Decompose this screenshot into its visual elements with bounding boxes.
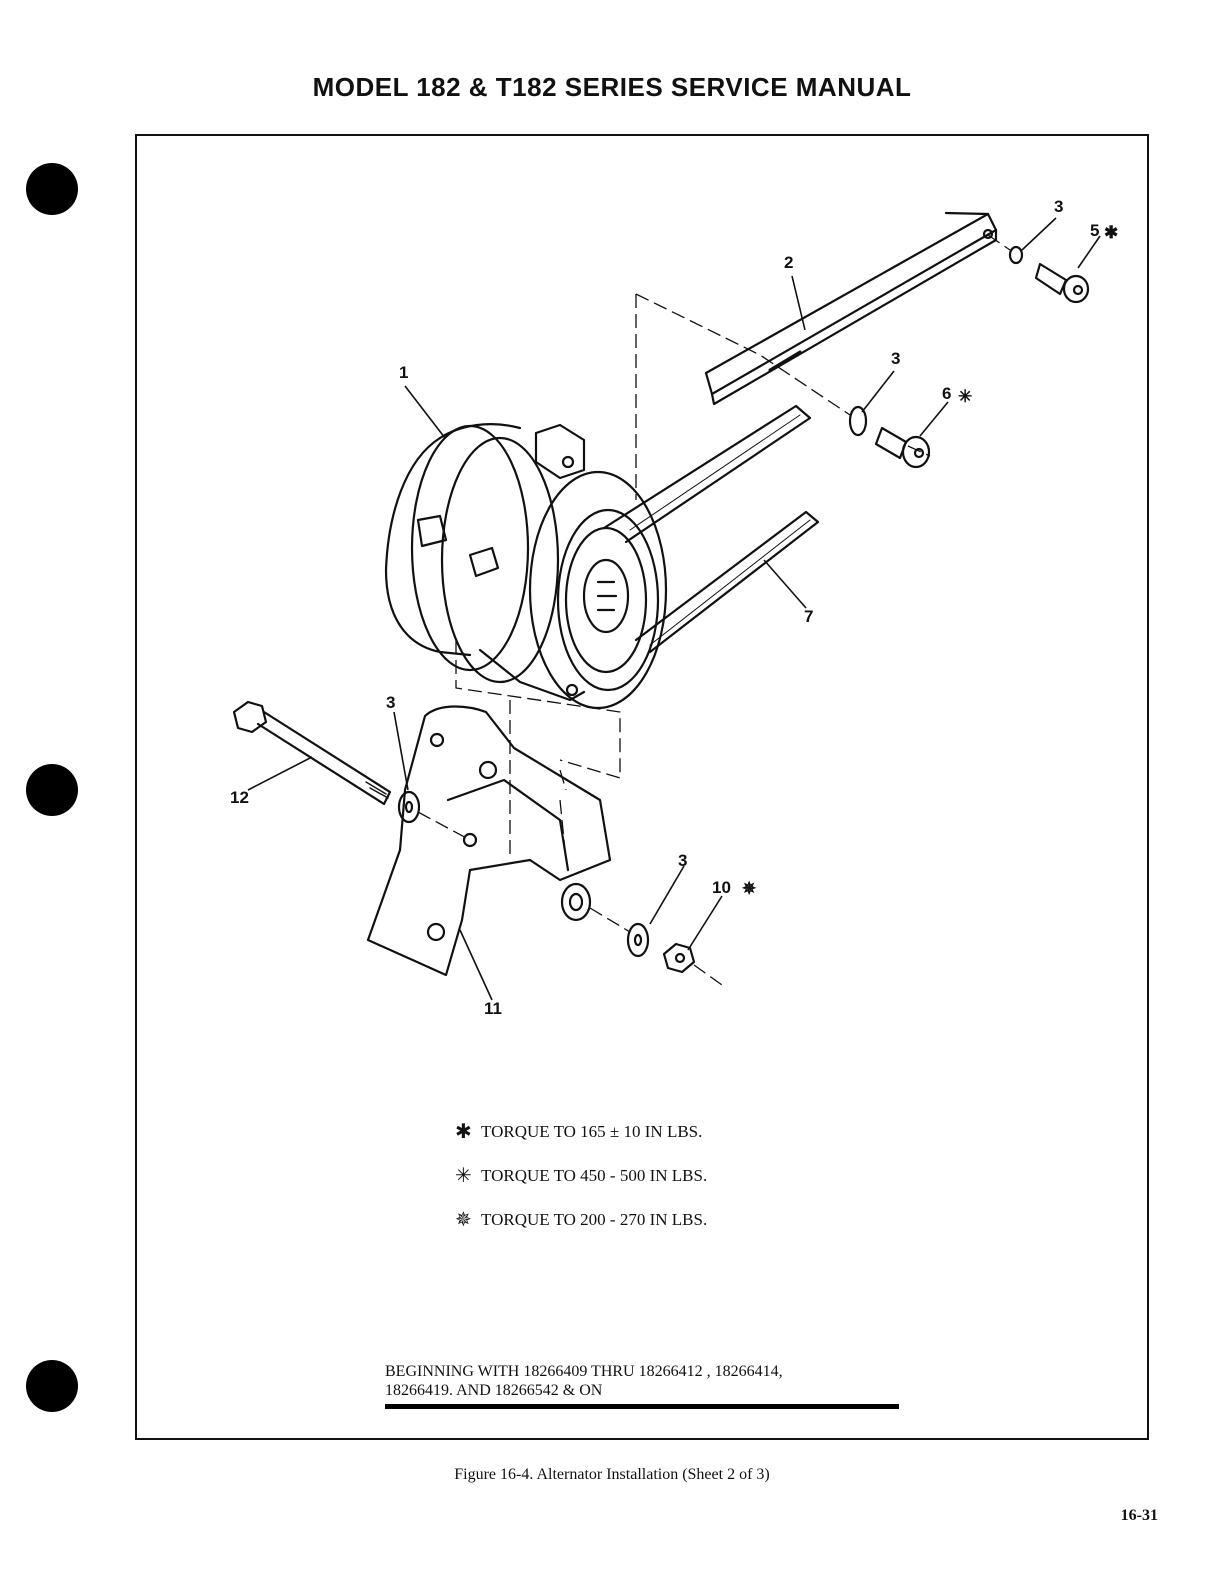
torque-note-mark: ✵ xyxy=(455,1209,472,1231)
callout-10: 10 xyxy=(712,878,731,897)
torque-note xyxy=(455,1122,707,1166)
callout-7: 7 xyxy=(804,607,814,626)
bracket-bushing-hole xyxy=(570,894,582,910)
pulley-nut xyxy=(598,582,616,610)
torque-note xyxy=(455,1166,707,1210)
callout-3-top: 3 xyxy=(1054,197,1064,216)
washer-upper xyxy=(1010,247,1022,263)
alternator-stator xyxy=(442,438,558,682)
callout-3-left: 3 xyxy=(386,693,396,712)
effectivity-line-2: 18266419. AND 18266542 & ON xyxy=(385,1382,603,1399)
alternator-fan xyxy=(558,510,658,690)
phantom-lines xyxy=(418,235,1010,985)
washer-lower-left-hole xyxy=(406,802,412,812)
alternator-housing-rim xyxy=(412,426,528,670)
bracket-hole-top xyxy=(431,734,443,746)
callout-6: 6 xyxy=(942,384,952,403)
page-header: MODEL 182 & T182 SERIES SERVICE MANUAL xyxy=(312,72,912,102)
alternator-top-edge xyxy=(440,424,520,438)
alternator-terminal-2 xyxy=(470,548,498,576)
figure-caption: Figure 16-4. Alternator Installation (Sheet 2 of 3) xyxy=(454,1466,770,1483)
callout-5: 5 xyxy=(1090,221,1100,240)
bracket-inner-edge xyxy=(448,780,568,870)
lower-ear-hole xyxy=(567,685,577,695)
callout-1: 1 xyxy=(399,363,409,382)
torque-note xyxy=(455,1210,707,1254)
torque-note-text: TORQUE TO 450 - 500 IN LBS. xyxy=(481,1166,708,1185)
washer-lower-right xyxy=(628,924,648,956)
pulley xyxy=(566,528,646,672)
torque-note-mark: ✳ xyxy=(455,1165,472,1187)
alternator-rear-housing xyxy=(386,438,470,655)
torque-mark-5: ✱ xyxy=(1104,223,1119,242)
bracket-bushing xyxy=(562,884,590,920)
bracket-hole-bottom xyxy=(428,924,444,940)
drive-belt-upper xyxy=(604,406,810,542)
bolt-5-shank xyxy=(1036,264,1066,294)
torque-notes xyxy=(455,1122,707,1254)
drive-belt-lower xyxy=(636,512,818,652)
callout-12: 12 xyxy=(230,788,249,807)
mounting-bracket xyxy=(368,707,610,976)
alternator-terminal xyxy=(418,516,446,546)
bolt-6-shank xyxy=(876,428,906,458)
through-bolt-head xyxy=(234,702,266,732)
effectivity-line-1: BEGINNING WITH 18266409 THRU 18266412 , 18266414, xyxy=(385,1363,783,1380)
adjusting-arm xyxy=(706,214,996,394)
effectivity-note xyxy=(385,1362,899,1409)
torque-mark-10: ✵ xyxy=(742,879,757,898)
callout-11: 11 xyxy=(484,999,502,1018)
bracket-hole-pivot xyxy=(480,762,496,778)
bolt-5-head-detail xyxy=(1074,286,1082,294)
callout-3-middle: 3 xyxy=(891,349,901,368)
bracket-hole-middle xyxy=(464,834,476,846)
mounting-ear-hole xyxy=(563,457,573,467)
torque-note-text: TORQUE TO 200 - 270 IN LBS. xyxy=(481,1210,708,1229)
leader-lines xyxy=(248,218,1100,1000)
effectivity-underline xyxy=(385,1404,899,1409)
through-bolt-shank xyxy=(258,712,390,804)
bolt-5-head xyxy=(1064,276,1088,302)
callout-2: 2 xyxy=(784,253,794,272)
nut-10-hole xyxy=(676,954,684,962)
alternator-mounting-ear xyxy=(536,425,584,478)
callout-3-right: 3 xyxy=(678,851,688,870)
adjusting-arm-edge xyxy=(712,230,996,404)
washer-lower-left xyxy=(399,792,419,822)
torque-note-text: TORQUE TO 165 ± 10 IN LBS. xyxy=(481,1122,703,1141)
page-number: 16-31 xyxy=(1120,1507,1158,1524)
torque-note-mark: ✱ xyxy=(455,1121,472,1143)
washer-lower-right-hole xyxy=(635,935,641,945)
torque-mark-6: ✳ xyxy=(958,387,973,406)
adjusting-arm-slot xyxy=(770,352,800,370)
arm-extension-line xyxy=(946,213,988,214)
